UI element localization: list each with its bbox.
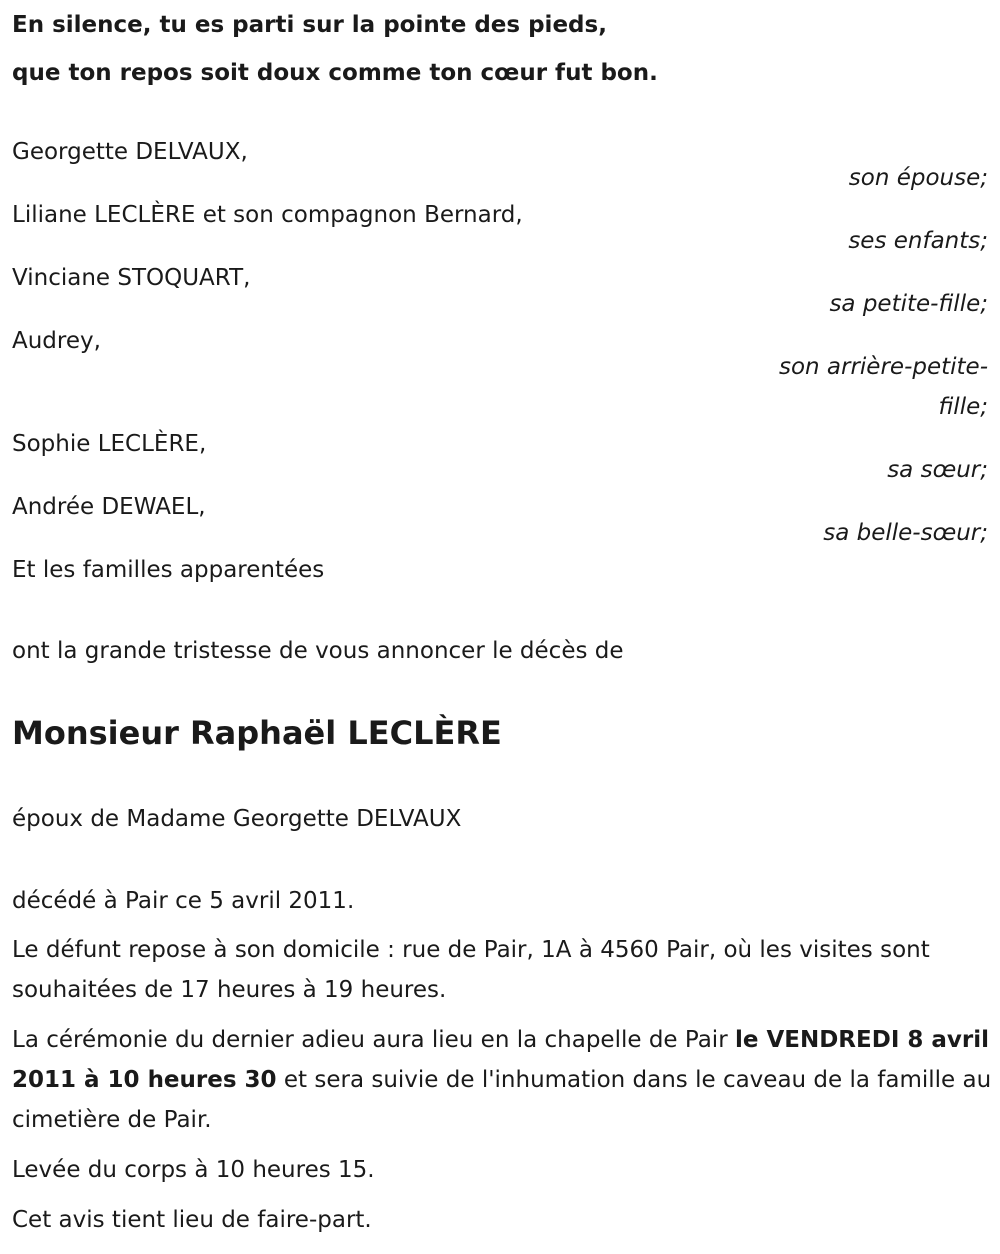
family-relation: sa sœur; <box>887 457 988 483</box>
family-relation: sa belle-sœur; <box>823 520 988 546</box>
family-name: Liliane LECLÈRE et son compagnon Bernard, <box>12 202 523 228</box>
family-relation: ses enfants; <box>848 228 988 254</box>
family-relation: sa petite-fille; <box>829 291 988 317</box>
rest-paragraph: Le défunt repose à son domicile : rue de Pair, 1A à 4560 Pair, où les visites sont souhaitées de 17 heures à 19 heures. <box>12 937 930 1003</box>
family-name: Audrey, <box>12 328 101 354</box>
family-name: Georgette DELVAUX, <box>12 139 248 165</box>
ceremony-text: La cérémonie du dernier adieu aura lieu en la chapelle de Pair <box>12 1027 735 1053</box>
announcement: ont la grande tristesse de vous annoncer le décès de <box>12 638 624 664</box>
epitaph-line-1: En silence, tu es parti sur la pointe des pieds, <box>12 12 607 38</box>
levee-line: Levée du corps à 10 heures 15. <box>12 1157 375 1183</box>
ceremony-date: le VENDREDI 8 avril 2011 à 10 heures 30 <box>12 1027 990 1093</box>
epitaph-line-2: que ton repos soit doux comme ton cœur fut bon. <box>12 60 658 86</box>
notice-line: Cet avis tient lieu de faire-part. <box>12 1207 372 1233</box>
ceremony-paragraph <box>12 1020 992 1140</box>
family-name: Andrée DEWAEL, <box>12 494 206 520</box>
families-text: Et les familles apparentées <box>12 557 325 583</box>
spouse-line: époux de Madame Georgette DELVAUX <box>12 806 462 832</box>
deceased-name: Monsieur Raphaël LECLÈRE <box>12 714 502 752</box>
family-relation: son arrière-petite-fille; <box>778 354 988 420</box>
death-line: décédé à Pair ce 5 avril 2011. <box>12 888 355 914</box>
family-name: Sophie LECLÈRE, <box>12 431 207 457</box>
family-name: Vinciane STOQUART, <box>12 265 251 291</box>
family-relation: son épouse; <box>848 165 988 191</box>
ceremony-text: et sera suivie de l'inhumation dans le caveau de la famille au cimetière de Pair. <box>12 1067 992 1133</box>
